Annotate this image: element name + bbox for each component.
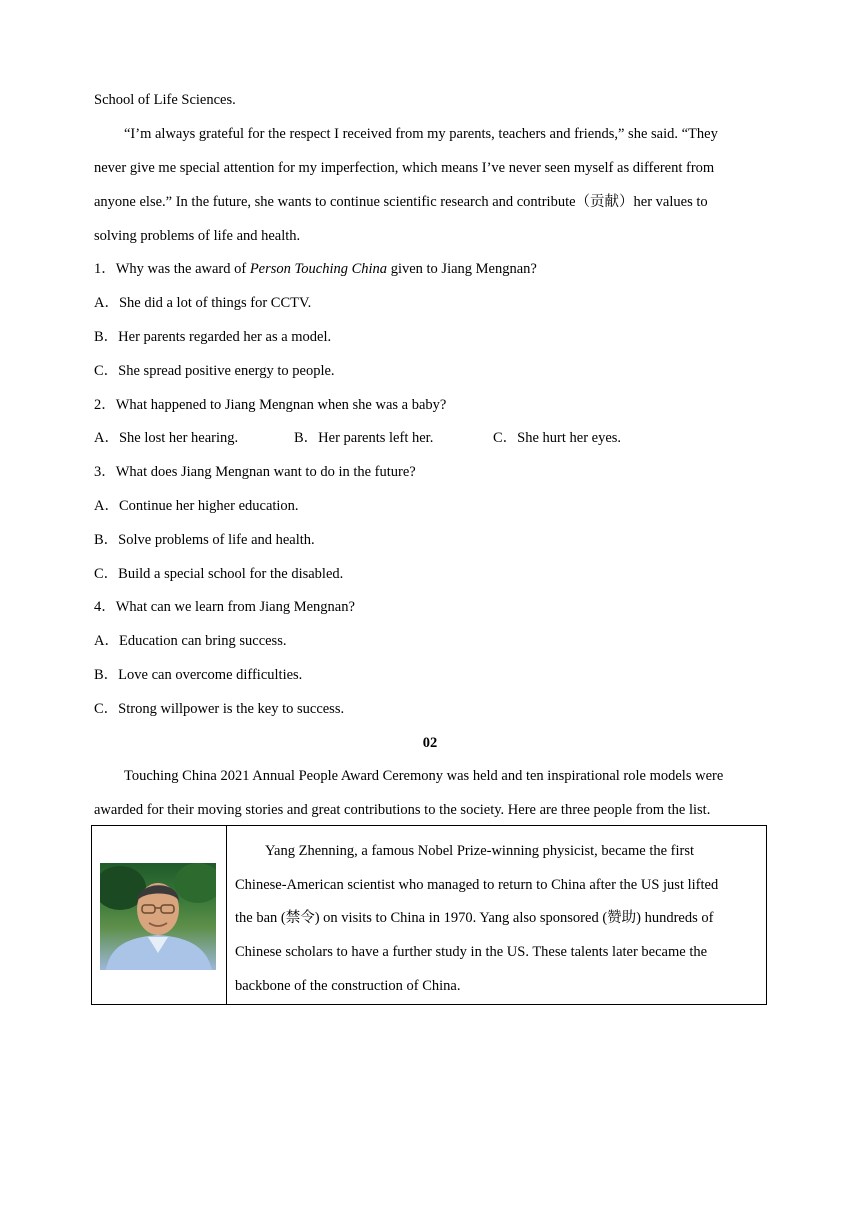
section-number: 02 xyxy=(422,735,438,751)
question-1 xyxy=(94,262,537,277)
card-text-line: Chinese scholars to have a further study in the US. These talents later became the xyxy=(235,944,708,960)
section-intro-line: Touching China 2021 Annual People Award Ceremony was held and ten inspirational role models were xyxy=(124,768,724,784)
option-1c: C．She spread positive energy to people. xyxy=(94,363,335,379)
passage-line: solving problems of life and health. xyxy=(94,228,301,244)
question-3: 3．What does Jiang Mengnan want to do in the future? xyxy=(94,464,416,480)
option-3a: A．Continue her higher education. xyxy=(94,498,299,514)
passage-line: “I’m always grateful for the respect I received from my parents, teachers and friends,” she said. “They xyxy=(124,126,718,142)
option-2c: C．She hurt her eyes. xyxy=(493,430,622,446)
section-intro-line: awarded for their moving stories and great contributions to the society. Here are three people from the list. xyxy=(94,802,711,818)
card-text-line: backbone of the construction of China. xyxy=(235,978,461,994)
passage-line: School of Life Sciences. xyxy=(94,92,236,108)
question-text: given to Jiang Mengnan? xyxy=(387,261,537,277)
card-text-line: Chinese-American scientist who managed to return to China after the US just lifted xyxy=(235,877,719,893)
card-divider xyxy=(226,826,227,1004)
option-1a: A．She did a lot of things for CCTV. xyxy=(94,295,312,311)
award-name: Person Touching China xyxy=(249,261,388,277)
profile-card xyxy=(91,825,767,1005)
question-2: 2．What happened to Jiang Mengnan when she was a baby? xyxy=(94,397,447,413)
portrait-illustration xyxy=(100,863,216,970)
passage-line: never give me special attention for my imperfection, which means I’ve never seen myself as different from xyxy=(94,160,715,176)
option-3b: B．Solve problems of life and health. xyxy=(94,532,315,548)
portrait-photo xyxy=(100,863,216,970)
option-2b: B．Her parents left her. xyxy=(294,430,434,446)
passage-line: anyone else.” In the future, she wants to continue scientific research and contribute（贡献）her values to xyxy=(94,194,708,210)
card-text-line: the ban (禁令) on visits to China in 1970. Yang also sponsored (赞助) hundreds of xyxy=(235,910,714,926)
card-text-line: Yang Zhenning, a famous Nobel Prize-winning physicist, became the first xyxy=(265,843,695,859)
question-2-options xyxy=(94,431,621,446)
option-4c: C．Strong willpower is the key to success. xyxy=(94,701,345,717)
option-3c: C．Build a special school for the disabled. xyxy=(94,566,344,582)
option-4a: A．Education can bring success. xyxy=(94,633,287,649)
question-text: 1．Why was the award of xyxy=(94,261,250,277)
question-4: 4．What can we learn from Jiang Mengnan? xyxy=(94,599,355,615)
option-2a: A．She lost her hearing. xyxy=(94,430,239,446)
option-1b: B．Her parents regarded her as a model. xyxy=(94,329,332,345)
option-4b: B．Love can overcome difficulties. xyxy=(94,667,303,683)
